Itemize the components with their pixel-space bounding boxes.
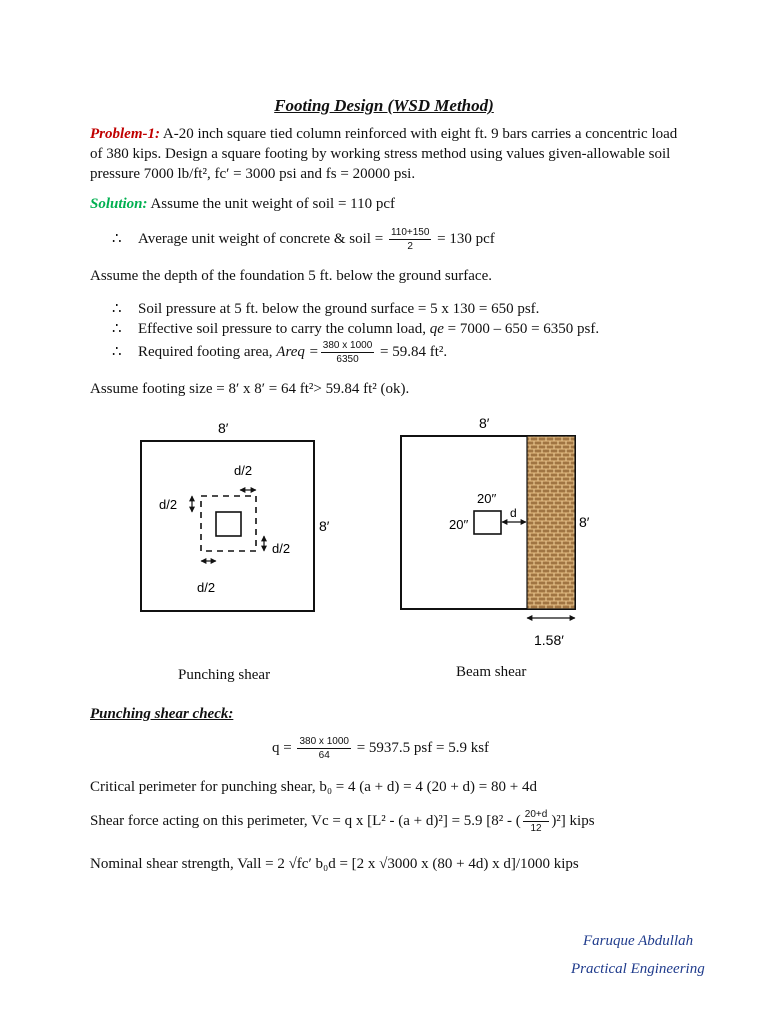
solution-label: Solution: xyxy=(90,196,148,212)
bullet-3-prefix: Required footing area, xyxy=(138,344,277,360)
problem-line-1 xyxy=(90,126,677,143)
avg-weight-prefix: Average unit weight of concrete & soil = xyxy=(138,231,387,247)
problem-line-3: pressure 7000 lb/ft², fc′ = 3000 psi and fs = 20000 psi. xyxy=(90,166,416,182)
shear-prefix: Shear force acting on this perimeter, Vc = q x [L² - (a + d)²] = 5.9 [8² - ( xyxy=(90,813,521,829)
left-right-label: 8′ xyxy=(319,518,330,534)
bullet-required-area xyxy=(112,334,447,370)
avg-weight-den: 2 xyxy=(407,241,413,253)
footing-outline xyxy=(141,441,314,611)
footing-size-line: Assume footing size = 8′ x 8′ = 64 ft²> 59.84 ft² (ok). xyxy=(90,381,410,397)
col-left-label: 20′′ xyxy=(449,517,469,532)
solution-text: Assume the unit weight of soil = 110 pcf xyxy=(147,196,395,212)
avg-weight-num: 110+150 xyxy=(390,227,430,239)
bullet-soil-pressure xyxy=(112,299,539,318)
q-fraction xyxy=(297,735,351,762)
right-top-label: 8′ xyxy=(479,415,490,431)
d2-top-label: d/2 xyxy=(234,463,253,478)
area-num: 380 x 1000 xyxy=(322,340,373,352)
area-den: 6350 xyxy=(336,354,359,366)
shear-den: 12 xyxy=(530,823,542,835)
page-title: Footing Design (WSD Method) xyxy=(274,96,494,115)
shear-fraction xyxy=(523,808,550,835)
therefore-symbol: ∴ xyxy=(112,344,122,360)
strip-width-label: 1.58′ xyxy=(534,632,564,648)
shear-strip xyxy=(527,436,575,609)
therefore-symbol: ∴ xyxy=(112,231,122,247)
signature-name: Faruque Abdullah xyxy=(583,933,694,949)
avg-weight-fraction xyxy=(389,226,431,253)
d2-left-label: d/2 xyxy=(159,497,178,512)
q-num: 380 x 1000 xyxy=(299,736,349,748)
therefore-symbol: ∴ xyxy=(112,321,122,337)
bullet-2-var: qe xyxy=(429,321,444,337)
critical-perimeter xyxy=(201,496,256,551)
q-suffix: = 5937.5 psf = 5.9 ksf xyxy=(352,740,490,756)
nominal-line: Nominal shear strength, Vall = 2 √fc′ b₀d = [2 x √3000 x (80 + 4d) x d]/1000 kips xyxy=(90,856,579,872)
beam-shear-diagram xyxy=(401,415,590,648)
d2-right-label: d/2 xyxy=(272,541,291,556)
right-right-label: 8′ xyxy=(579,514,590,530)
q-prefix: q = xyxy=(272,740,296,756)
left-top-label: 8′ xyxy=(218,420,229,436)
bullet-2-prefix: Effective soil pressure to carry the column load, xyxy=(138,321,430,337)
area-fraction xyxy=(321,339,375,366)
shear-line xyxy=(90,803,595,839)
punching-heading: Punching shear check: xyxy=(90,706,234,722)
bullet-2-suffix: = 7000 – 650 = 6350 psf. xyxy=(443,321,600,337)
shear-num: 20+d xyxy=(524,809,548,821)
q-den: 64 xyxy=(318,750,330,762)
problem-label: Problem-1: xyxy=(90,126,160,142)
depth-line: Assume the depth of the foundation 5 ft. below the ground surface. xyxy=(90,268,492,284)
problem-line-2: of 380 kips. Design a square footing by working stress method using values given-allowable soil xyxy=(90,146,671,162)
perimeter-line: Critical perimeter for punching shear, b₀ = 4 (a + d) = 4 (20 + d) = 80 + 4d xyxy=(90,779,537,795)
col-top-label: 20′′ xyxy=(477,491,497,506)
footing-diagrams xyxy=(0,405,768,695)
punching-shear-caption: Punching shear xyxy=(178,667,271,683)
bullet-3-suffix: = 59.84 ft². xyxy=(376,344,448,360)
punching-shear-diagram xyxy=(141,420,330,611)
avg-weight-line xyxy=(112,224,495,254)
d-label: d xyxy=(510,506,517,520)
bullet-3-var: Areq = xyxy=(276,344,319,360)
solution-line xyxy=(90,196,395,213)
problem-text-1: A-20 inch square tied column reinforced with eight ft. 9 bars carries a concentric load xyxy=(159,126,678,142)
avg-weight-suffix: = 130 pcf xyxy=(433,231,495,247)
shear-suffix: )²] kips xyxy=(551,813,595,829)
column-outline xyxy=(216,512,241,536)
q-line xyxy=(272,730,489,766)
beam-shear-caption: Beam shear xyxy=(456,664,527,680)
column-outline xyxy=(474,511,501,534)
therefore-symbol: ∴ xyxy=(112,301,122,317)
bullet-1-text: Soil pressure at 5 ft. below the ground surface = 5 x 130 = 650 psf. xyxy=(138,301,540,317)
d2-bottom-label: d/2 xyxy=(197,580,216,595)
signature-org: Practical Engineering xyxy=(571,961,705,977)
